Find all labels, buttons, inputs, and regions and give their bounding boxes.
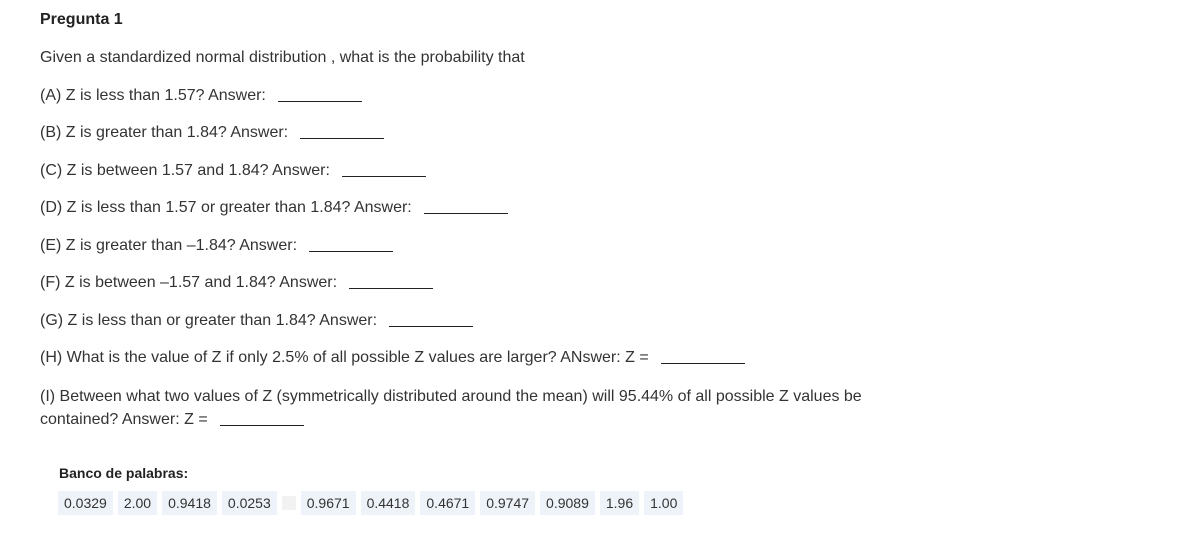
question-a	[40, 87, 362, 105]
answer-blank-e[interactable]	[309, 250, 393, 252]
question-f	[40, 274, 433, 292]
question-i	[40, 385, 920, 431]
word-bank-chip[interactable]: 0.9089	[540, 491, 595, 515]
word-bank-chip[interactable]: 0.4418	[361, 491, 416, 515]
word-bank-chip[interactable]: 0.0329	[58, 491, 113, 515]
word-bank-empty-chip[interactable]	[282, 496, 296, 510]
question-h	[40, 349, 745, 367]
question-g-text: (G) Z is less than or greater than 1.84? Answer:	[40, 312, 378, 329]
answer-blank-d[interactable]	[424, 212, 508, 214]
answer-blank-f[interactable]	[349, 287, 433, 289]
question-title: Pregunta 1	[40, 11, 123, 28]
question-e-text: (E) Z is greater than –1.84? Answer:	[40, 237, 298, 254]
question-h-text: (H) What is the value of Z if only 2.5% of all possible Z values are larger? ANswer: Z =	[40, 349, 649, 366]
answer-blank-c[interactable]	[342, 175, 426, 177]
question-e	[40, 237, 393, 255]
question-b	[40, 124, 384, 142]
answer-blank-g[interactable]	[389, 325, 473, 327]
question-c-text: (C) Z is between 1.57 and 1.84? Answer:	[40, 162, 330, 179]
word-bank-chip[interactable]: 0.9418	[162, 491, 217, 515]
question-i-text: (I) Between what two values of Z (symmetrically distributed around the mean) will 95.44% of all possible Z values be contained? Answer: Z =	[40, 388, 862, 428]
answer-blank-h[interactable]	[661, 362, 745, 364]
word-bank-chip[interactable]: 0.0253	[222, 491, 277, 515]
question-b-text: (B) Z is greater than 1.84? Answer:	[40, 124, 289, 141]
word-bank-chip[interactable]: 2.00	[118, 491, 157, 515]
question-a-text: (A) Z is less than 1.57? Answer:	[40, 87, 266, 104]
answer-blank-a[interactable]	[278, 100, 362, 102]
answer-blank-b[interactable]	[300, 137, 384, 139]
word-bank-chip[interactable]: 0.4671	[420, 491, 475, 515]
question-d-text: (D) Z is less than 1.57 or greater than 1.84? Answer:	[40, 199, 412, 216]
word-bank-chip[interactable]: 1.96	[600, 491, 639, 515]
question-c	[40, 162, 426, 180]
word-bank-label: Banco de palabras:	[59, 465, 189, 481]
word-bank-chip[interactable]: 1.00	[644, 491, 683, 515]
question-intro: Given a standardized normal distribution , what is the probability that	[40, 49, 525, 66]
question-f-text: (F) Z is between –1.57 and 1.84? Answer:	[40, 274, 338, 291]
answer-blank-i[interactable]	[220, 424, 304, 426]
word-bank-chip[interactable]: 0.9747	[480, 491, 535, 515]
word-bank	[58, 491, 688, 515]
word-bank-chip[interactable]: 0.9671	[301, 491, 356, 515]
question-d	[40, 199, 508, 217]
question-g	[40, 312, 473, 330]
